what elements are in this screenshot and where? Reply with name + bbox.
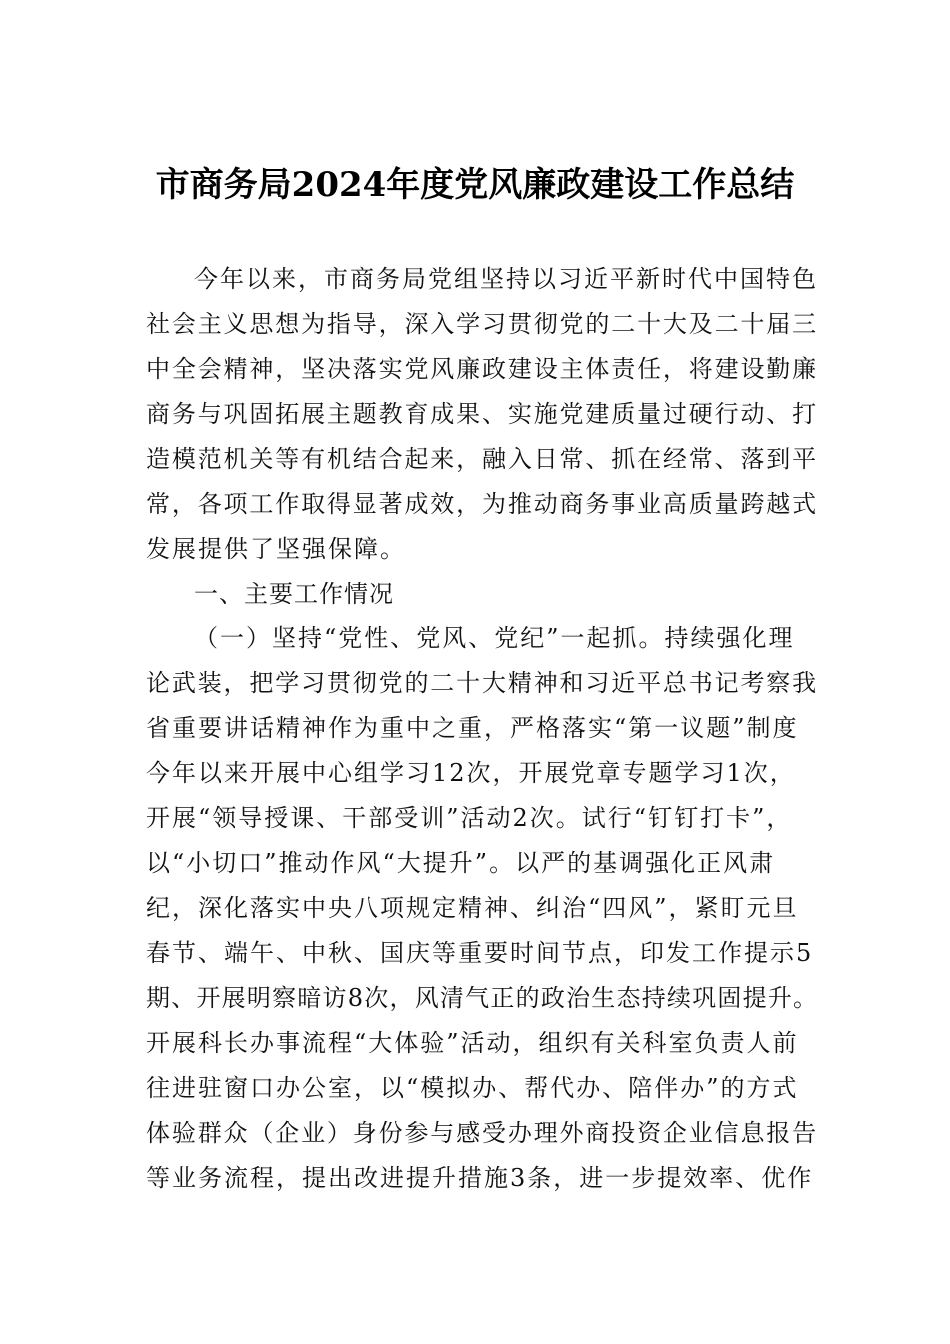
paragraph-line: 开展“领导授课、干部受训”活动2次。试行“钉钉打卡”，: [146, 804, 793, 832]
paragraph-line: 今年以来开展中心组学习12次，开展党章专题学习1次，: [146, 759, 796, 787]
paragraph-line: 造模范机关等有机结合起来，融入日常、抓在经常、落到平: [146, 445, 818, 473]
paragraph-line: 体验群众（企业）身份参与感受办理外商投资企业信息报告: [146, 1119, 818, 1147]
paragraph-line: 春节、端午、中秋、国庆等重要时间节点，印发工作提示5: [146, 939, 814, 967]
subsection-lead-line: （一）坚持“党性、党风、党纪”一起抓。持续强化理: [194, 624, 795, 652]
section-heading: 一、主要工作情况: [194, 580, 394, 608]
paragraph-line: 论武装，把学习贯彻党的二十大精神和习近平总书记考察我: [146, 669, 818, 697]
paragraph-line: 商务与巩固拓展主题教育成果、实施党建质量过硬行动、打: [146, 400, 818, 428]
paragraph-line: 常，各项工作取得显著成效，为推动商务事业高质量跨越式: [146, 490, 818, 518]
paragraph-line: 省重要讲话精神作为重中之重，严格落实“第一议题”制度: [146, 714, 799, 742]
paragraph-line: 发展提供了坚强保障。: [146, 535, 406, 563]
paragraph-line: 等业务流程，提出改进提升措施3条，进一步提效率、优作: [146, 1164, 814, 1192]
paragraph-line: 往进驻窗口办公室，以“模拟办、帮代办、陪伴办”的方式: [146, 1074, 799, 1102]
document-title: 市商务局2024年度党风廉政建设工作总结: [155, 165, 795, 205]
paragraph-line: 纪，深化落实中央八项规定精神、纠治“四风”，紧盯元旦: [146, 894, 799, 922]
paragraph-line: 今年以来，市商务局党组坚持以习近平新时代中国特色: [194, 265, 818, 293]
paragraph-line: 中全会精神，坚决落实党风廉政建设主体责任，将建设勤廉: [146, 355, 818, 383]
paragraph-line: 社会主义思想为指导，深入学习贯彻党的二十大及二十届三: [146, 310, 818, 338]
paragraph-line: 期、开展明察暗访8次，风清气正的政治生态持续巩固提升。: [146, 984, 819, 1012]
paragraph-line: 开展科长办事流程“大体验”活动，组织有关科室负责人前: [146, 1029, 799, 1057]
paragraph-line: 以“小切口”推动作风“大提升”。以严的基调强化正风肃: [146, 849, 776, 877]
